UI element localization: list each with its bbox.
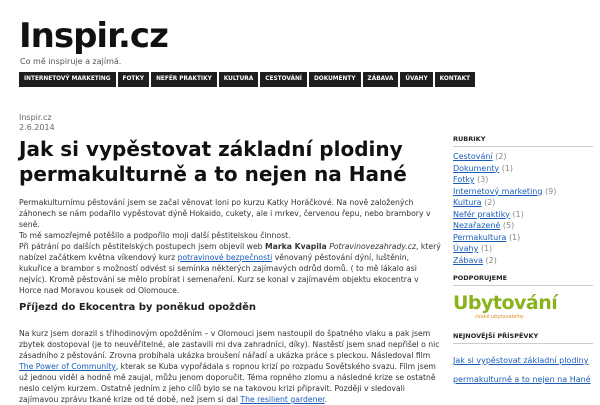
nav-item-kontakt[interactable]: KONTAKT <box>435 72 475 87</box>
category-count: (1) <box>508 232 521 242</box>
site-name: Potravinovezahrady.cz <box>326 242 416 251</box>
post-paragraph-2 <box>19 328 443 405</box>
nav-item-zabava[interactable]: ZÁBAVA <box>363 72 399 87</box>
nav-item-fotky[interactable]: FOTKY <box>118 72 150 87</box>
category-count: (5) <box>502 221 515 230</box>
sidebar-heading-nejnovejsi: NEJNOVĚJŠÍ PŘÍSPĚVKY <box>453 332 539 340</box>
category-list <box>453 151 593 266</box>
site-tagline: Co mě inspiruje a zajímá. <box>20 57 122 66</box>
nav-item-uvahy[interactable]: ÚVAHY <box>400 72 432 87</box>
category-item <box>453 209 593 221</box>
link-potravinove-bezpecnosti[interactable]: potravinové bezpečnosti <box>177 253 273 262</box>
category-count: (1) <box>512 209 524 219</box>
category-link-permakultura[interactable]: Permakultura <box>453 232 507 242</box>
post-paragraph: Permakulturnímu pěstování jsem se začal věnovat loni po kurzu Katky Horáčkové. Na nově založených záhonech se nám podařilo vypěstovat dýně Hokaido, cukety, ale i mrkev, červenou řepu, nebo brambory v seně. <box>19 198 431 229</box>
ubytovani-logo[interactable] <box>453 292 558 322</box>
category-count: (2) <box>485 255 497 265</box>
category-count: (3) <box>476 175 489 184</box>
link-power-of-community[interactable]: The Power of Community <box>19 362 116 371</box>
category-item <box>453 186 593 198</box>
text-span: , kterak se Kuba vypořádala s ropnou krizí po rozpadu Sovětského svazu. Film jsem už jednou viděl a hodně mě zaujal, můžu jenom doporučit. Téma ropného zlomu a následné krize se ostatně neslo celým kurzem. Ostatně jedním z jeho cílů bylo se na takovou krizi připravit. Později v <box>19 362 436 393</box>
category-link-nezarazene[interactable]: Nezařazené <box>453 221 501 230</box>
category-link-internetovy-marketing[interactable]: Internetový marketing <box>453 186 543 196</box>
post-date: 2.6.2014 <box>19 123 55 132</box>
main-nav <box>19 72 471 87</box>
nav-item-kultura[interactable]: KULTURA <box>219 72 258 87</box>
text-span: Na kurz jsem dorazil s třihodinovým opožděním – v Olomouci jsem nastoupil do špatného vlaku a pak jsem zbytek dostopoval (je to neuvěřitelné, ale zastavili mi dva zahradníci, díky). Nastěstí jsem snad nepřišel o nic zásadního z pěstování. Zrovna probíhala ukázka broušení nářadí a ukázka práce s pleckou. Následoval film <box>19 329 440 360</box>
post-paragraph: To mě samozřejmě potěšilo a podpořilo moji další pěstitelskou činnost. <box>19 231 291 240</box>
recent-post-link[interactable]: Jak si vypěstovat základní plodiny permakulturně a to nejen na Hané <box>453 356 591 384</box>
divider <box>453 343 593 344</box>
category-link-zabava[interactable]: Zábava <box>453 255 483 265</box>
post-paragraph <box>19 241 443 296</box>
category-link-dokumenty[interactable]: Dokumenty <box>453 163 500 173</box>
text-span: sledovali zajímavou zprávu tkané krize od té době, než jsem si dal <box>19 384 405 404</box>
category-link-kultura[interactable]: Kultura <box>453 198 482 207</box>
post-title: Jak si vypěstovat základní plodiny permakulturně a to nejen na Hané <box>19 137 407 186</box>
text-span: , který nabízel začátkem května víkendový kurz <box>19 242 441 262</box>
nav-item-internetovy-marketing[interactable]: INTERNETOVÝ MARKETING <box>19 72 116 87</box>
post-author: Inspir.cz <box>19 113 52 122</box>
sidebar-heading-podporujeme: PODPORUJEME <box>453 274 508 282</box>
category-link-nefer-praktiky[interactable]: Nefér praktiky <box>453 209 510 219</box>
category-count: (9) <box>544 186 557 196</box>
site-logo[interactable]: Inspir.cz <box>19 16 168 56</box>
divider <box>453 285 593 286</box>
category-item <box>453 197 593 209</box>
nav-item-nefer-praktiky[interactable]: NEFÉR PRAKTIKY <box>151 72 217 87</box>
post-subheading: Příjezd do Ekocentra by poněkud opožděn <box>19 302 256 313</box>
divider <box>453 146 593 147</box>
recent-post-item <box>453 348 593 386</box>
ubytovani-logo-text: Ubytování <box>453 292 558 314</box>
sidebar-heading-rubriky: RUBRIKY <box>453 135 486 143</box>
sidebar <box>453 135 593 386</box>
category-link-cestovani[interactable]: Cestování <box>453 152 493 161</box>
post-meta <box>19 113 55 133</box>
category-link-uvahy[interactable]: Úvahy <box>453 244 479 253</box>
category-count: (1) <box>501 163 514 173</box>
category-count: (2) <box>484 198 496 207</box>
post-intro <box>19 197 443 296</box>
text-span: . <box>324 395 328 404</box>
ubytovani-logo-subtext: české ubytovatelny <box>475 314 524 320</box>
category-item <box>453 255 593 267</box>
text-span: věnovaný pěstování dýní, luštěnin, kukuřice a brambor s možností odvést si semínka některých zajímavých odrůd domů. ( to mě lákalo asi nejvíc). Kromě pěstování se mělo probírat i semenaření. Kurz se konal v zajímavém objektu ekocentra v Horce nad Moravou kousek od Olomouce. <box>19 253 419 295</box>
link-resilient-gardener[interactable]: The resilient gardener <box>240 395 325 404</box>
category-link-fotky[interactable]: Fotky <box>453 175 475 184</box>
category-item <box>453 232 593 244</box>
author-name: Marka Kvapila <box>265 242 327 251</box>
category-item <box>453 243 593 255</box>
text-span: Při pátrání po dalších pěstitelských postupech jsem objevil web <box>19 242 266 251</box>
category-item <box>453 151 593 163</box>
nav-item-dokumenty[interactable]: DOKUMENTY <box>309 72 361 87</box>
nav-item-cestovani[interactable]: CESTOVÁNÍ <box>260 72 307 87</box>
category-item <box>453 220 593 232</box>
category-count: (1) <box>480 244 493 253</box>
category-item <box>453 174 593 186</box>
category-item <box>453 163 593 175</box>
category-count: (2) <box>495 152 507 161</box>
